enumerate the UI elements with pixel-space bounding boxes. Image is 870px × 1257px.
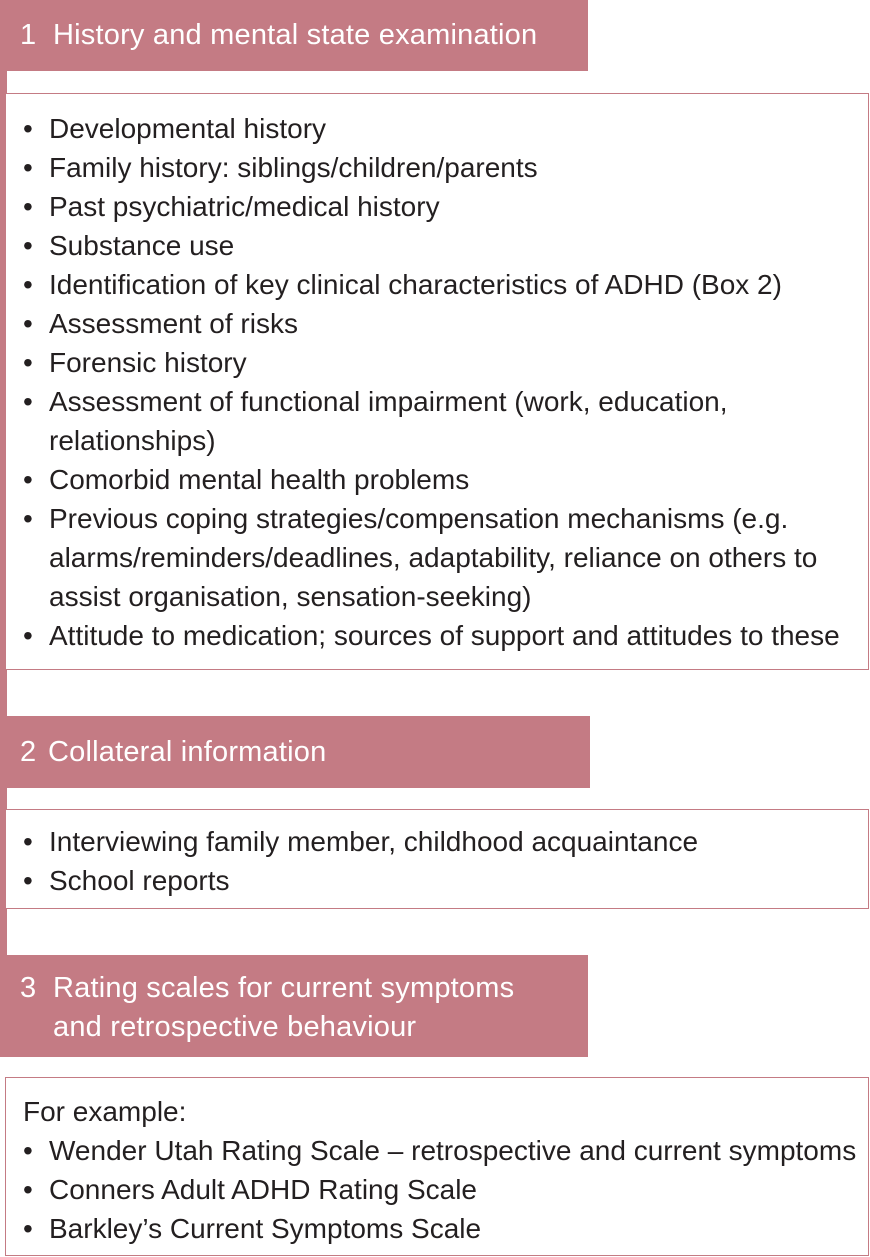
bullet-icon: • xyxy=(23,269,33,300)
list-item: • Comorbid mental health problems xyxy=(6,460,868,499)
list-item: • Conners Adult ADHD Rating Scale xyxy=(6,1170,868,1209)
section-1-header xyxy=(0,0,588,71)
bullet-icon: • xyxy=(23,1213,33,1244)
list-item: • Assessment of risks xyxy=(6,304,868,343)
bullet-icon: • xyxy=(23,1135,33,1166)
section-3-title-line-1: Rating scales for current symptoms xyxy=(53,972,515,1004)
bullet-icon: • xyxy=(23,347,33,378)
section-2-number: 2 xyxy=(20,736,37,768)
section-1-number: 1 xyxy=(20,19,37,51)
list-item: • Interviewing family member, childhood acquaintance xyxy=(6,822,868,861)
section-3-title-line-2: and retrospective behaviour xyxy=(53,1011,417,1043)
bullet-icon: • xyxy=(23,308,33,339)
section-3-number: 3 xyxy=(20,972,37,1004)
bullet-icon: • xyxy=(23,230,33,261)
section-3-header xyxy=(0,955,588,1057)
list-item: • Past psychiatric/medical history xyxy=(6,187,868,226)
list-item: • Barkley’s Current Symptoms Scale xyxy=(6,1209,868,1248)
section-2-header xyxy=(0,716,590,788)
bullet-icon: • xyxy=(23,826,33,857)
list-item: • Substance use xyxy=(6,226,868,265)
intro-text: For example: xyxy=(23,1096,187,1127)
section-1-list xyxy=(6,109,868,655)
list-item: • Assessment of functional impairment (work, education, relationships) xyxy=(6,382,868,460)
bullet-icon: • xyxy=(23,1174,33,1205)
list-item: • Previous coping strategies/compensation mechanisms (e.g. alarms/reminders/deadlines, adaptability, reliance on others to assist organisation, sensation-seeking) xyxy=(6,499,868,616)
section-2-box xyxy=(5,809,869,909)
list-item: • Attitude to medication; sources of support and attitudes to these xyxy=(6,616,868,655)
section-1-box xyxy=(5,93,869,670)
section-3-box xyxy=(5,1077,869,1256)
list-item: • Family history: siblings/children/parents xyxy=(6,148,868,187)
list-item: • Identification of key clinical characteristics of ADHD (Box 2) xyxy=(6,265,868,304)
bullet-icon: • xyxy=(23,865,33,896)
bullet-icon: • xyxy=(23,113,33,144)
section-2-list xyxy=(6,822,868,900)
section-2-title: Collateral information xyxy=(48,736,327,768)
bullet-icon: • xyxy=(23,620,33,651)
bullet-icon: • xyxy=(23,464,33,495)
list-item: • School reports xyxy=(6,861,868,900)
bullet-icon: • xyxy=(23,152,33,183)
bullet-icon: • xyxy=(23,386,33,417)
section-3-list xyxy=(6,1131,868,1248)
list-item: • Forensic history xyxy=(6,343,868,382)
list-item: • Wender Utah Rating Scale – retrospective and current symptoms xyxy=(6,1131,868,1170)
bullet-icon: • xyxy=(23,191,33,222)
list-item: • Developmental history xyxy=(6,109,868,148)
bullet-icon: • xyxy=(23,503,33,534)
section-1-title: History and mental state examination xyxy=(53,19,538,51)
